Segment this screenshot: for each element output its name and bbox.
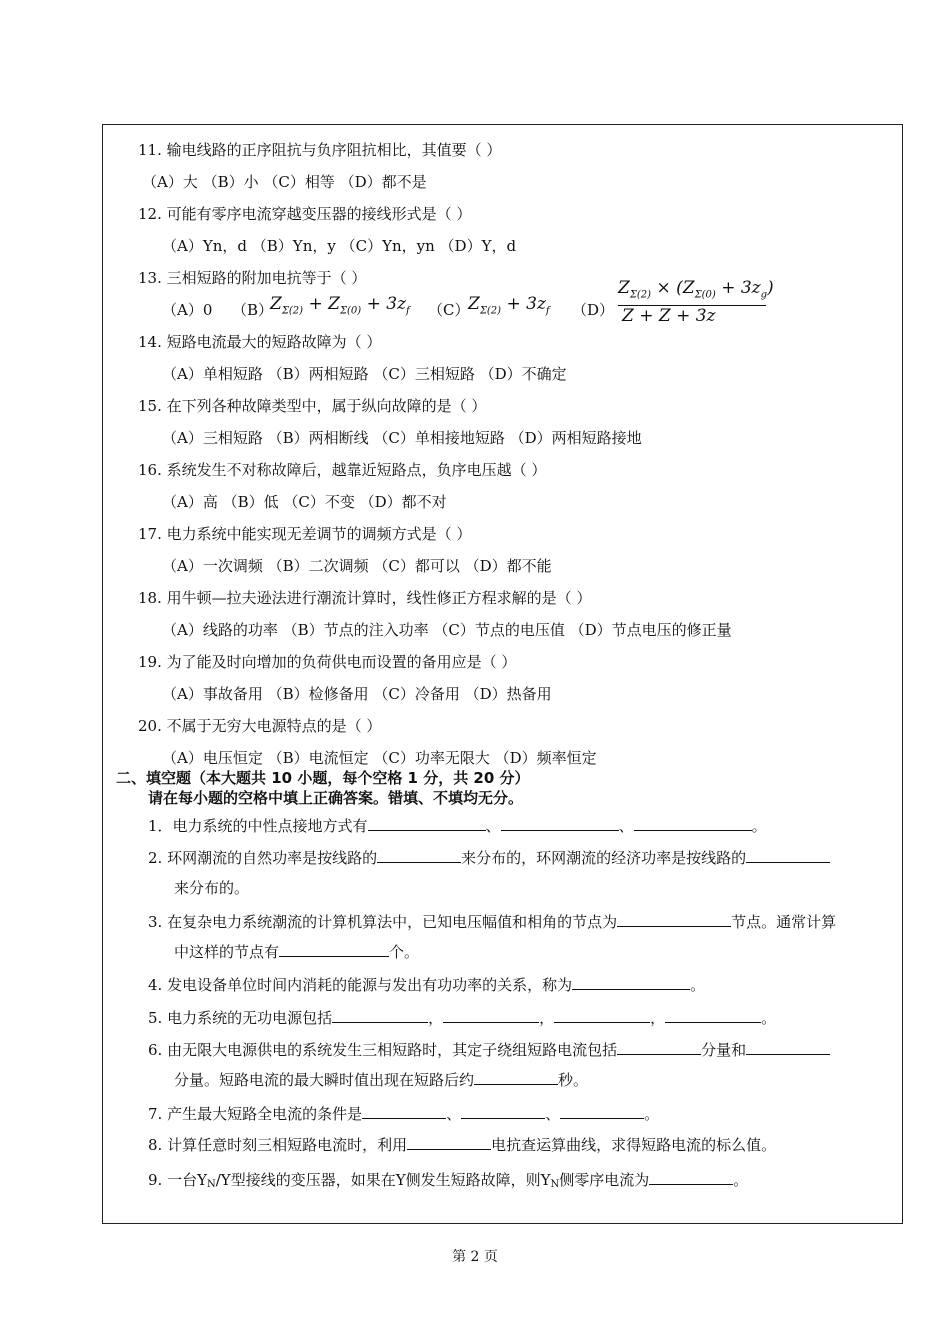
- answer-blank[interactable]: [554, 1008, 650, 1023]
- question-20: 20. 不属于无穷大电源特点的是（ ）: [138, 717, 382, 735]
- fill-question-3: 3. 在复杂电力系统潮流的计算机算法中，已知电压幅值和相角的节点为 节点。通常计算: [148, 913, 837, 931]
- q13-option-d-fraction: [618, 278, 774, 326]
- question-14-options: （A）单相短路 （B）两相短路 （C）三相短路 （D）不确定: [162, 365, 567, 383]
- page-number: 第 2 页: [452, 1249, 498, 1265]
- answer-blank[interactable]: [279, 942, 389, 957]
- answer-blank[interactable]: [377, 848, 461, 863]
- question-11: 11. 输电线路的正序阻抗与负序阻抗相比，其值要（ ）: [138, 141, 502, 159]
- answer-blank[interactable]: [617, 1040, 701, 1055]
- question-11-options: （A）大 （B）小 （C）相等 （D）都不是: [142, 173, 427, 191]
- answer-blank[interactable]: [443, 1008, 539, 1023]
- fill-question-2: 2. 环网潮流的自然功率是按线路的 来分布的，环网潮流的经济功率是按线路的: [148, 848, 830, 868]
- answer-blank[interactable]: [649, 1170, 733, 1185]
- question-16-options: （A）高 （B）低 （C）不变 （D）都不对: [162, 493, 447, 511]
- question-17-options: （A）一次调频 （B）二次调频 （C）都可以 （D）都不能: [162, 557, 552, 575]
- question-12: 12. 可能有零序电流穿越变压器的接线形式是（ ）: [138, 205, 472, 223]
- answer-blank[interactable]: [634, 816, 752, 831]
- fill-question-9: 9. 一台YN/Y型接线的变压器，如果在Y侧发生短路故障，则YN侧零序电流为 。: [148, 1171, 749, 1190]
- fill-question-2-cont: 来分布的。: [174, 879, 250, 897]
- answer-blank[interactable]: [368, 816, 486, 831]
- question-18: 18. 用牛顿—拉夫逊法进行潮流计算时，线性修正方程求解的是（ ）: [138, 589, 592, 607]
- question-19-options: （A）事故备用 （B）检修备用 （C）冷备用 （D）热备用: [162, 685, 552, 703]
- section-2-instruction: 请在每小题的空格中填上正确答案。错填、不填均无分。: [148, 789, 524, 807]
- answer-blank[interactable]: [407, 1135, 491, 1150]
- question-15-options: （A）三相短路 （B）两相断线 （C）单相接地短路 （D）两相短路接地: [162, 429, 642, 447]
- fraction-numerator: $Z_{\Sigma(2)} \times (Z_{\Sigma(0)} + 3z_g)$: [618, 278, 774, 301]
- fill-question-3-cont: 中这样的节点有 个。: [174, 943, 420, 961]
- q13-option-d-label: （D）: [572, 301, 615, 319]
- q13-option-a: （A）0: [162, 301, 213, 319]
- fill-question-8: 8. 计算任意时刻三相短路电流时，利用 电抗查运算曲线，求得短路电流的标么值。: [148, 1136, 777, 1154]
- fill-question-4: 4. 发电设备单位时间内消耗的能源与发出有功功率的关系，称为 。: [148, 976, 706, 994]
- answer-blank[interactable]: [746, 848, 830, 863]
- answer-blank[interactable]: [560, 1104, 644, 1119]
- question-17: 17. 电力系统中能实现无差调节的调频方式是（ ）: [138, 525, 472, 543]
- question-12-options: （A）Yn，d （B）Yn，y （C）Yn，yn （D）Y，d: [162, 237, 517, 255]
- answer-blank[interactable]: [474, 1070, 558, 1085]
- answer-blank[interactable]: [362, 1104, 446, 1119]
- fill-question-6-cont: 分量。短路电流的最大瞬时值出现在短路后约 秒。: [174, 1071, 589, 1089]
- q13-option-b-label: （B）: [232, 301, 274, 319]
- question-14: 14. 短路电流最大的短路故障为（ ）: [138, 333, 382, 351]
- answer-blank[interactable]: [746, 1040, 830, 1055]
- answer-blank[interactable]: [501, 816, 619, 831]
- q13-option-c-formula: $Z_{\Sigma(2)} + 3z_f$: [468, 294, 550, 317]
- answer-blank[interactable]: [461, 1104, 545, 1119]
- fill-question-6: 6. 由无限大电源供电的系统发生三相短路时，其定子绕组短路电流包括 分量和: [148, 1040, 830, 1060]
- question-20-options: （A）电压恒定 （B）电流恒定 （C）功率无限大 （D）频率恒定: [162, 749, 597, 767]
- answer-blank[interactable]: [572, 975, 690, 990]
- question-18-options: （A）线路的功率 （B）节点的注入功率 （C）节点的电压值 （D）节点电压的修正量: [162, 621, 732, 639]
- q13-option-b-formula: $Z_{\Sigma(2)} + Z_{\Sigma(0)} + 3z_f$: [270, 294, 410, 317]
- fill-question-7: 7. 产生最大短路全电流的条件是 、 、 。: [148, 1105, 660, 1123]
- q13-option-c-label: （C）: [428, 301, 470, 319]
- fraction-denominator: Z + Z + 3z: [622, 306, 716, 326]
- question-15: 15. 在下列各种故障类型中，属于纵向故障的是（ ）: [138, 397, 487, 415]
- answer-blank[interactable]: [665, 1008, 761, 1023]
- question-16: 16. 系统发生不对称故障后，越靠近短路点，负序电压越（ ）: [138, 461, 547, 479]
- question-19: 19. 为了能及时向增加的负荷供电而设置的备用应是（ ）: [138, 653, 517, 671]
- fill-question-1: 1．电力系统的中性点接地方式有 、 、 。: [148, 817, 767, 835]
- fill-question-5: 5. 电力系统的无功电源包括 ， ， ， 。: [148, 1009, 777, 1027]
- section-2-title: 二、填空题（本大题共 10 小题，每个空格 1 分，共 20 分）: [116, 769, 530, 787]
- question-13: 13. 三相短路的附加电抗等于（ ）: [138, 269, 367, 287]
- answer-blank[interactable]: [617, 912, 731, 927]
- answer-blank[interactable]: [332, 1008, 428, 1023]
